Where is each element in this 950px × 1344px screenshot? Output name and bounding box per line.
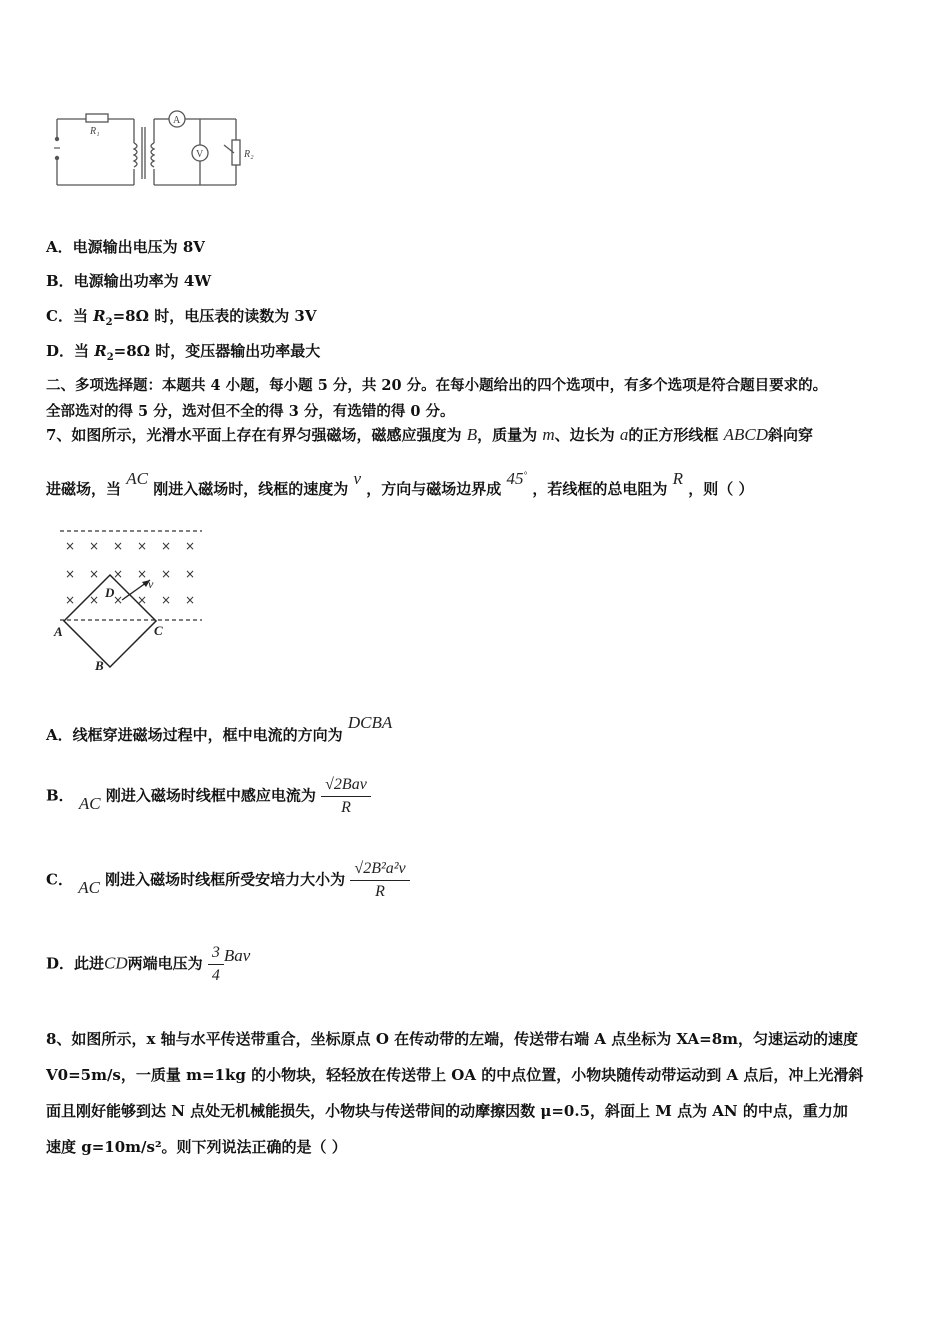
section2-line1: 二、多项选择题：本题共 4 小题，每小题 5 分，共 20 分。在每小题给出的四个选项中，有多个选项是符合题目要求的。 [46,377,828,394]
voltmeter-label: V [196,149,204,160]
q7-d-bav: Bav [223,945,251,965]
q8-line3: 面且刚好能够到达 N 点处无机械能损失，小物块与传送带间的动摩擦因数 μ=0.5，斜面上 M 点为 AN 的中点，重力加 [46,1102,848,1120]
field-cross-mark: × [136,539,148,553]
q6-d-var: R [94,342,107,360]
q7-var-r: R [672,469,683,488]
q7-l1-e: 斜向穿 [768,426,814,444]
q6-d-sub: 2 [106,352,114,363]
q7-option-d [46,944,250,985]
q6-c-post: =8Ω 时，电压表的读数为 3V [112,307,317,325]
q6-option-c [46,305,317,328]
ammeter-label: A [173,115,181,126]
field-cross-mark: × [112,539,124,553]
q7-c-ac: AC [78,877,100,897]
q6-d-pre: D．当 [46,342,95,360]
field-cross-mark: × [112,567,124,581]
vertex-a-label: A [54,624,63,639]
field-cross-mark: × [64,539,76,553]
q7-var-ac: AC [126,469,148,488]
q7-l2-e: ，则（ ） [688,480,754,498]
q7-stem-line1 [46,424,813,445]
field-cross-mark: × [160,539,172,553]
field-cross-mark: × [184,593,196,607]
q7-magnetic-field-figure [52,528,212,678]
q7-c-numerator: √2B²a²v [350,860,409,881]
q8-line1: 8、如图所示，x 轴与水平传送带重合，坐标原点 O 在传动带的左端，传送带右端 A 点坐标为 XA=8m，匀速运动的速度 [46,1030,859,1048]
q7-var-v: v [353,469,362,488]
q7-c-label: C． [46,870,73,889]
q6-c-sub: 2 [105,317,113,328]
q6-d-post: =8Ω 时，变压器输出功率最大 [113,342,321,360]
field-cross-mark: × [64,567,76,581]
vertex-d-label: D [105,585,115,600]
circuit-diagram [50,105,270,195]
q6-option-a: A．电源输出电压为 8V [46,238,205,256]
q7-b-ac: AC [78,793,101,813]
field-cross-mark: × [88,567,100,581]
q6-c-pre: C．当 [46,307,94,325]
q7-l2-c: ，方向与磁场边界成 [366,480,502,498]
field-cross-mark: × [136,593,148,607]
q7-b-text: 刚进入磁场时线框中感应电流为 [105,786,316,805]
field-cross-mark: × [64,593,76,607]
r2-label: R₂ [244,149,254,160]
q7-var-m: m [542,425,555,444]
field-cross-mark: × [184,539,196,553]
q7-d-cd: CD [104,953,128,973]
q8-line2: V0=5m/s，一质量 m=1kg 的小物块，轻轻放在传送带上 OA 的中点位置，小物块随传动带运动到 A 点后，冲上光滑斜 [46,1066,864,1084]
q7-c-text: 刚进入磁场时线框所受安培力大小为 [105,870,346,889]
field-cross-mark: × [160,593,172,607]
velocity-label: v [148,577,154,591]
q7-l2-d: ，若线框的总电阻为 [532,480,668,498]
r1-label: R₁ [90,126,100,137]
q7-option-c [46,860,410,901]
q7-stem-line2 [46,469,754,499]
vertex-c-label: C [154,623,163,638]
field-cross-mark: × [112,593,124,607]
q6-option-d [46,340,320,363]
q7-l2-a: 进磁场，当 [46,480,122,498]
q7-a-dcba: DCBA [347,713,393,732]
q7-option-a [46,713,393,745]
q7-l2-b: 刚进入磁场时，线框的速度为 [153,480,349,498]
q7-d-numerator: 3 [208,944,224,965]
q7-a-text: A．线框穿进磁场过程中，框中电流的方向为 [46,726,343,744]
q7-angle-45: 45 [506,469,524,488]
q7-degree-symbol: ° [523,470,528,480]
q7-d-text2: 两端电压为 [127,954,203,973]
q7-l1-c: 、边长为 [554,426,615,444]
q7-var-B: B [466,425,478,444]
q7-c-denominator: R [375,883,385,900]
q7-var-abcd: ABCD [723,425,768,444]
vertex-b-label: B [95,658,104,673]
q8-line4: 速度 g=10m/s²。则下列说法正确的是（ ） [46,1138,347,1156]
q7-c-fraction [350,860,409,901]
q7-var-a: a [619,425,629,444]
q7-l1-b: ，质量为 [477,426,538,444]
q7-b-numerator: √2Bav [321,776,371,797]
q6-c-var: R [93,307,106,325]
field-cross-mark: × [136,567,148,581]
q6-option-b: B．电源输出功率为 4W [46,272,212,290]
field-crosses [65,539,195,607]
section2-line2: 全部选对的得 5 分，选对但不全的得 3 分，有选错的得 0 分。 [46,403,455,420]
q7-l1-d: 的正方形线框 [628,426,719,444]
q7-b-denominator: R [341,799,351,816]
q7-d-denominator: 4 [211,967,220,984]
q7-l1-a: 7、如图所示，光滑水平面上存在有界匀强磁场，磁感应强度为 [46,426,462,444]
field-cross-mark: × [88,593,100,607]
q7-d-text: D．此进 [46,954,105,973]
field-cross-mark: × [184,567,196,581]
field-cross-mark: × [160,567,172,581]
q7-d-fraction [208,944,224,985]
q7-b-fraction [321,776,371,817]
q7-option-b [46,776,371,817]
q7-b-label: B． [46,786,74,805]
field-cross-mark: × [88,539,100,553]
